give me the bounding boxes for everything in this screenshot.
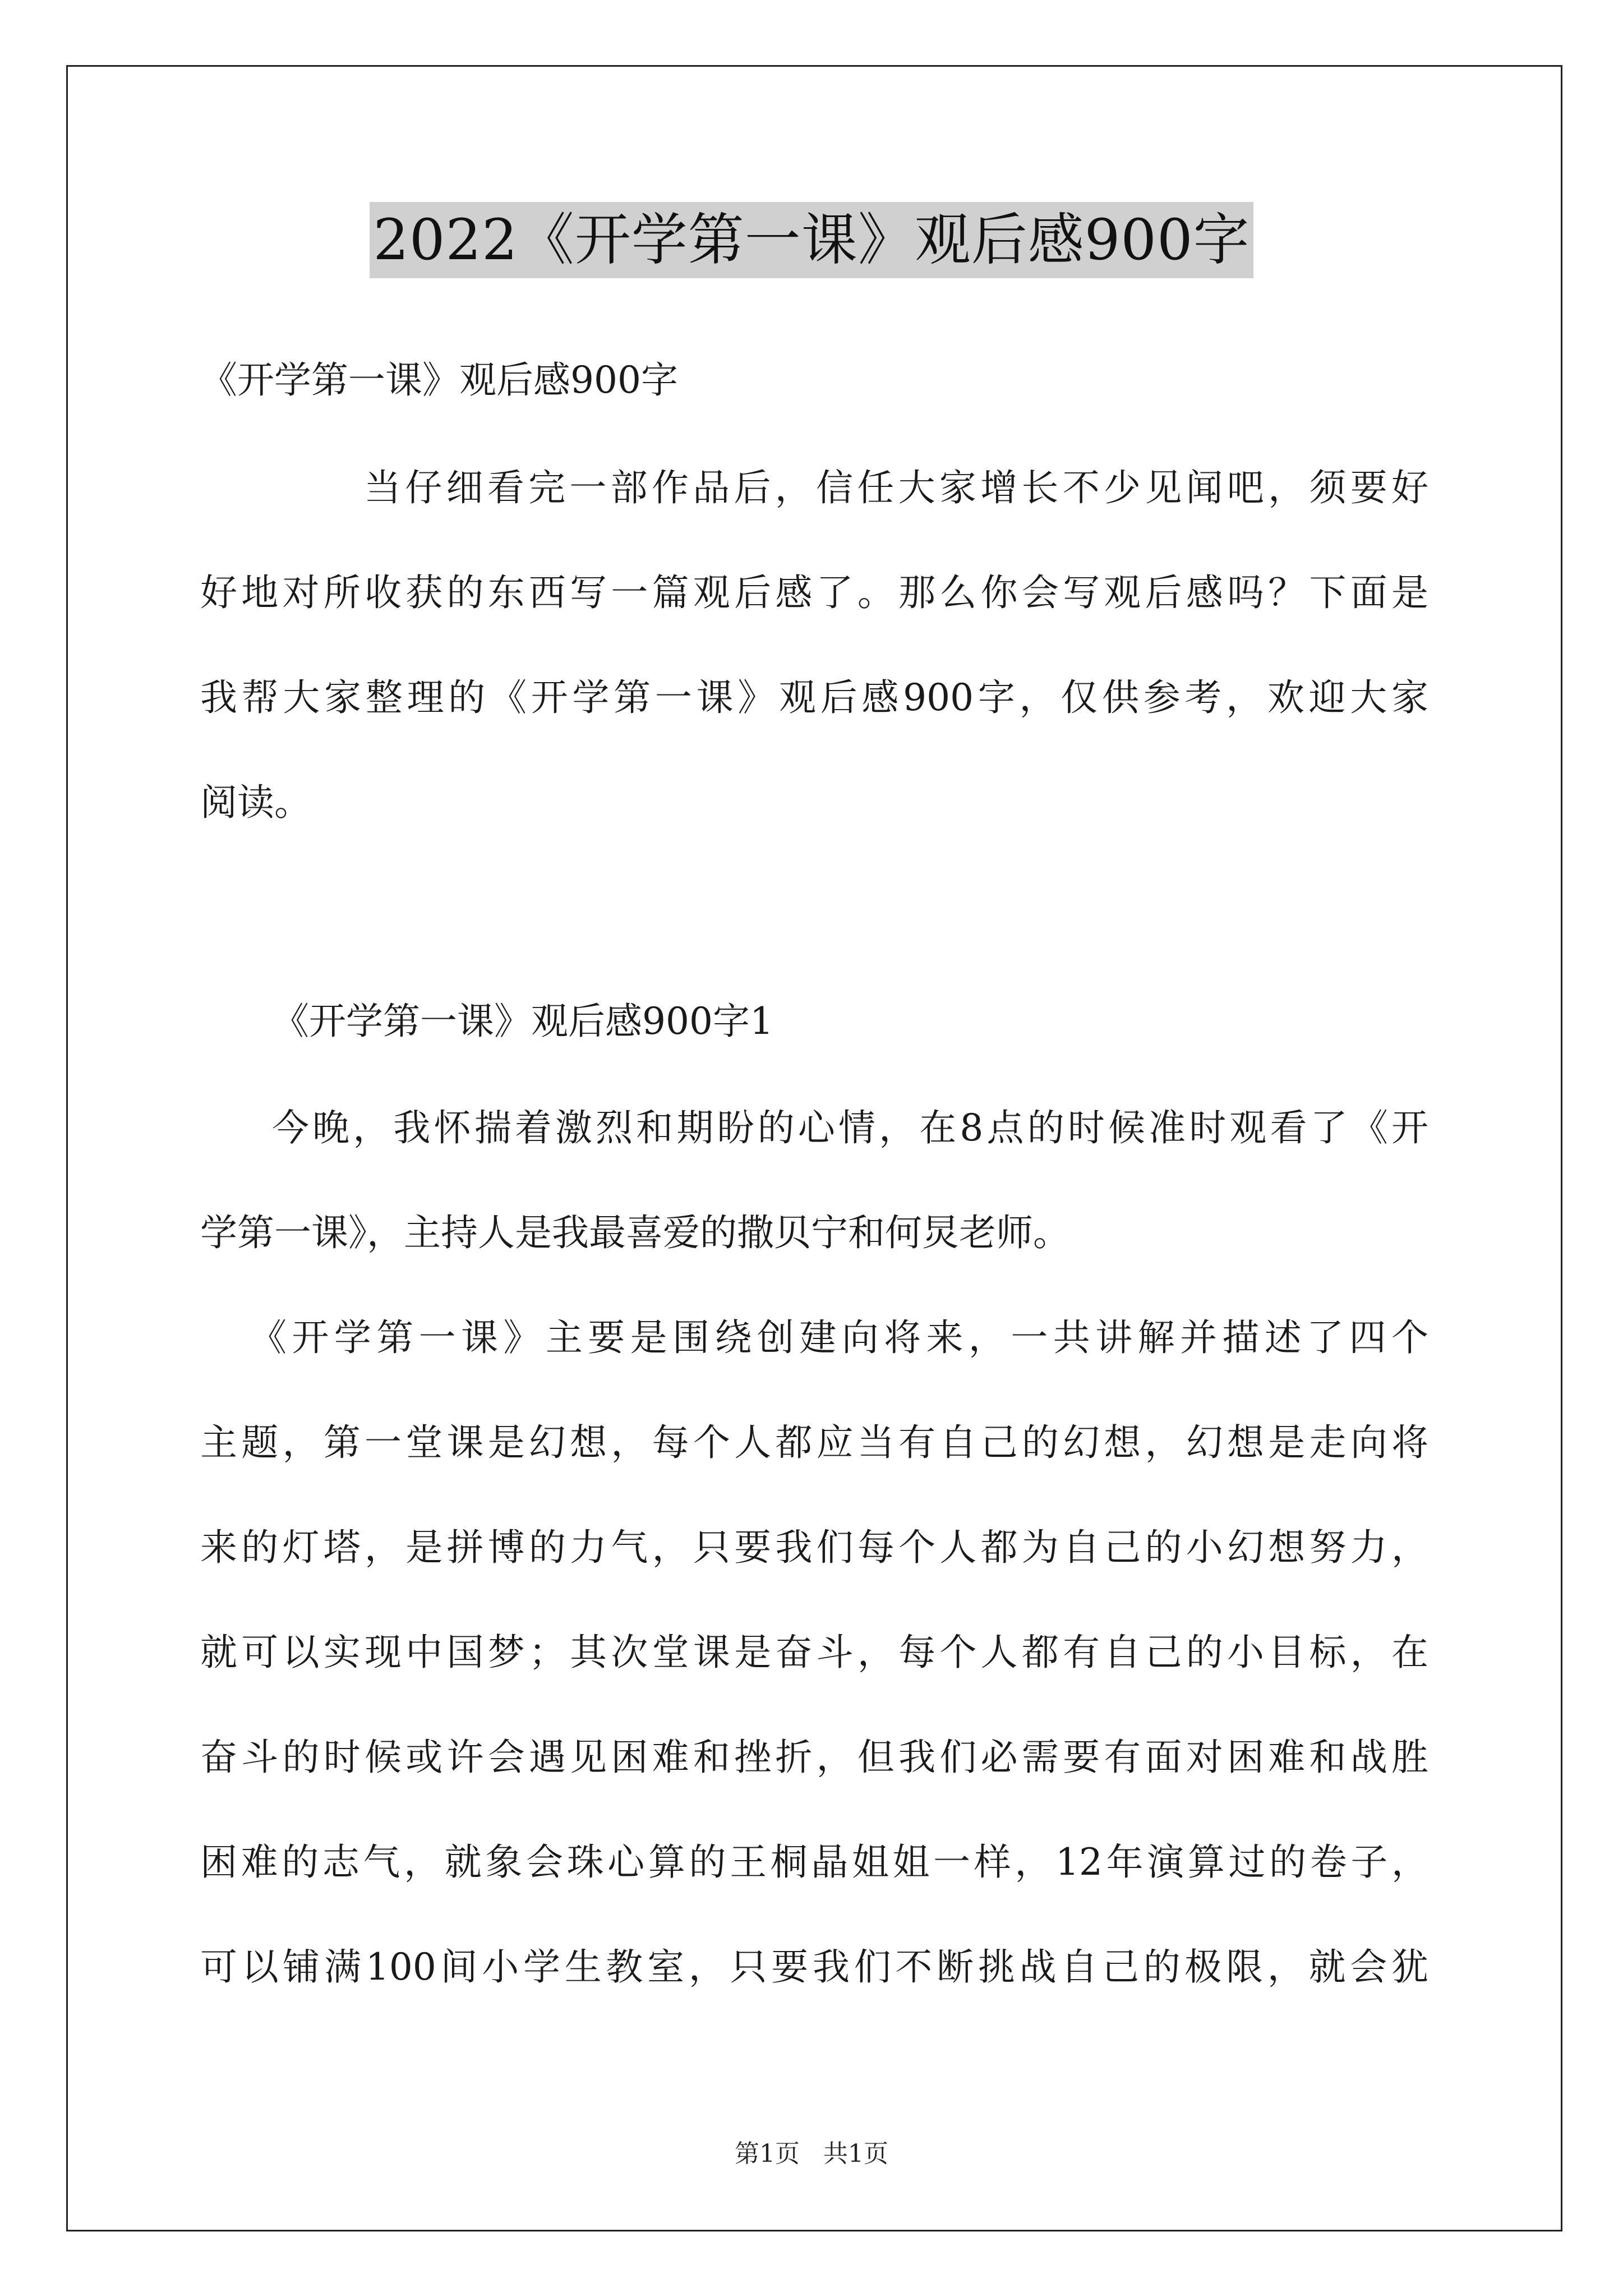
intro-line-4: 阅读。	[200, 781, 311, 824]
title-container	[0, 202, 1623, 278]
document-title: 2022《开学第一课》观后感900字	[370, 202, 1253, 278]
section-heading: 《开学第一课》观后感900字1	[272, 1000, 773, 1043]
page-number-footer: 第1页 共1页	[735, 2139, 888, 2168]
paragraph2-line-7: 可以铺满100间小学生教室，只要我们不断挑战自己的极限，就会犹	[200, 1945, 1428, 1989]
paragraph1-line-2: 学第一课》，主持人是我最喜爱的撒贝宁和何炅老师。	[200, 1211, 1070, 1254]
intro-line-2: 好地对所收获的东西写一篇观后感了。那么你会写观后感吗？下面是	[200, 571, 1428, 614]
intro-line-3: 我帮大家整理的《开学第一课》观后感900字，仅供参考，欢迎大家	[200, 676, 1428, 719]
subtitle-line: 《开学第一课》观后感900字	[200, 358, 678, 402]
paragraph2-line-1: 《开学第一课》主要是围绕创建向将来，一共讲解并描述了四个	[250, 1316, 1428, 1359]
paragraph2-line-2: 主题，第一堂课是幻想，每个人都应当有自己的幻想，幻想是走向将	[200, 1421, 1428, 1464]
paragraph2-line-5: 奋斗的时候或许会遇见困难和挫折，但我们必需要有面对困难和战胜	[200, 1736, 1428, 1779]
paragraph2-line-3: 来的灯塔，是拼博的力气，只要我们每个人都为自己的小幻想努力，	[200, 1526, 1428, 1569]
paragraph2-line-6: 困难的志气，就象会珠心算的王桐晶姐姐一样，12年演算过的卷子，	[200, 1841, 1428, 1884]
paragraph2-line-4: 就可以实现中国梦；其次堂课是奋斗，每个人都有自己的小目标，在	[200, 1631, 1428, 1674]
paragraph1-line-1: 今晚，我怀揣着激烈和期盼的心情，在8点的时候准时观看了《开	[272, 1106, 1428, 1149]
intro-line-1: 当仔细看完一部作品后，信任大家增长不少见闻吧，须要好	[364, 466, 1428, 509]
